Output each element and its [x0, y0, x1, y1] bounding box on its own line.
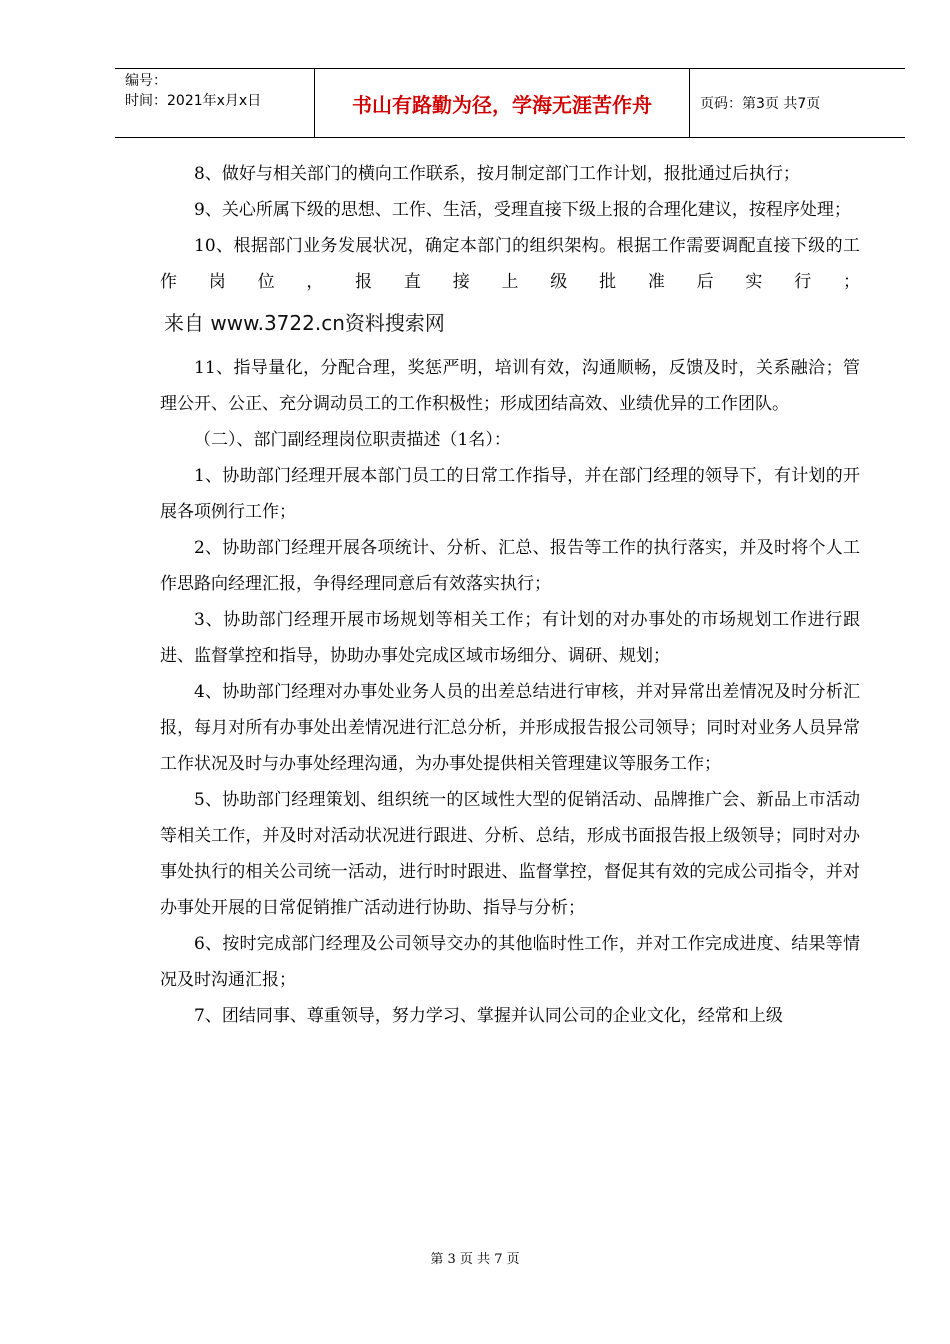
- number-label: 编号：: [125, 73, 167, 89]
- header-motto: 书山有路勤为径，学海无涯苦作舟: [315, 69, 690, 137]
- document-body: [160, 156, 860, 1034]
- header-page-info: 页码：第3页 共7页: [700, 96, 821, 112]
- paragraph-9: 9、关心所属下级的思想、工作、生活，受理直接下级上报的合理化建议，按程序处理；: [194, 200, 851, 220]
- paragraph-10: 10、根据部门业务发展状况，确定本部门的组织架构。根据工作需要调配直接下级的工作岗位，报直接上级批准后实行；: [160, 236, 860, 292]
- deputy-duty-5: 5、协助部门经理策划、组织统一的区域性大型的促销活动、品牌推广会、新品上市活动等相关工作，并及时对活动状况进行跟进、分析、总结，形成书面报告报上级领导；同时对办事处执行的相关公司统一活动，进行时时跟进、监督掌控，督促其有效的完成公司指令，并对办事处开展的日常促销推广活动进行协助、指导与分析；: [160, 790, 860, 918]
- deputy-duty-7: 7、团结同事、尊重领导，努力学习、掌握并认同公司的企业文化，经常和上级: [194, 1006, 783, 1026]
- header-meta: [115, 69, 315, 137]
- paragraph-8: 8、做好与相关部门的横向工作联系，按月制定部门工作计划，报批通过后执行；: [194, 164, 800, 184]
- page-header: [115, 68, 905, 138]
- deputy-duty-3: 3、协助部门经理开展市场规划等相关工作；有计划的对办事处的市场规划工作进行跟进、监督掌控和指导，协助办事处完成区域市场细分、调研、规划；: [160, 610, 860, 666]
- page-footer: 第 3 页 共 7 页: [430, 1252, 520, 1267]
- deputy-duty-2: 2、协助部门经理开展各项统计、分析、汇总、报告等工作的执行落实，并及时将个人工作思路向经理汇报，争得经理同意后有效落实执行；: [160, 538, 860, 594]
- section-heading-deputy-manager: （二）、部门副经理岗位职责描述（1名）：: [194, 430, 511, 450]
- deputy-duty-1: 1、协助部门经理开展本部门员工的日常工作指导，并在部门经理的领导下，有计划的开展各项例行工作；: [160, 466, 860, 522]
- watermark-source-line: 来自 www.3722.cn资料搜索网: [164, 311, 445, 335]
- paragraph-11: 11、指导量化，分配合理，奖惩严明，培训有效，沟通顺畅，反馈及时，关系融洽；管理公开、公正、充分调动员工的工作积极性；形成团结高效、业绩优异的工作团队。: [160, 358, 860, 414]
- deputy-duty-4: 4、协助部门经理对办事处业务人员的出差总结进行审核，并对异常出差情况及时分析汇报，每月对所有办事处出差情况进行汇总分析，并形成报告报公司领导；同时对业务人员异常工作状况及时与办事处经理沟通，为办事处提供相关管理建议等服务工作；: [160, 682, 860, 774]
- time-label: 时间：2021年x月x日: [125, 93, 262, 109]
- deputy-duty-6: 6、按时完成部门经理及公司领导交办的其他临时性工作，并对工作完成进度、结果等情况及时沟通汇报；: [160, 934, 860, 990]
